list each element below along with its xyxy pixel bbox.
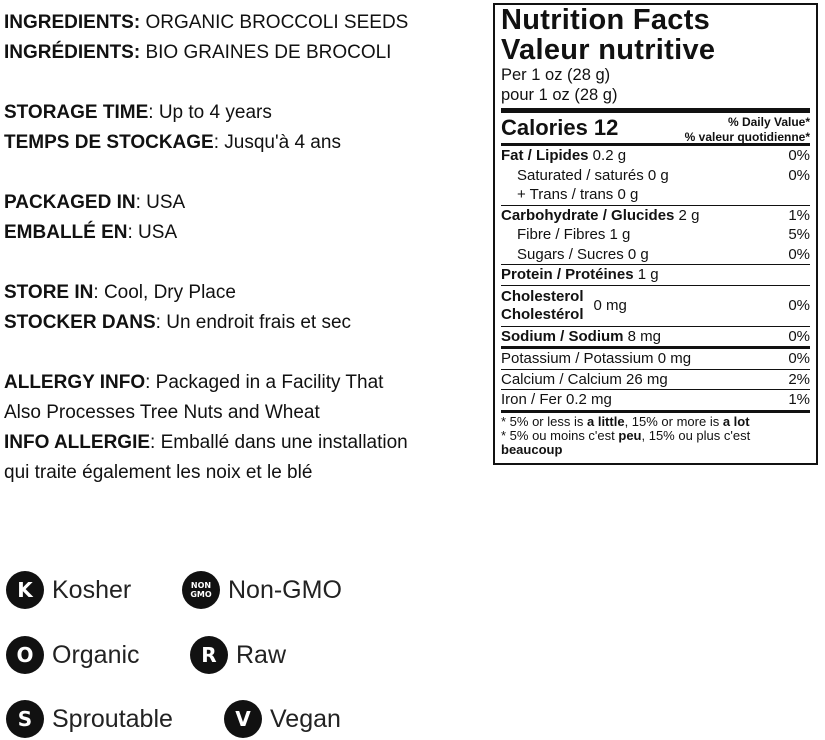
ingredients-fr-value: BIO GRAINES DE BROCOLI [140, 42, 392, 63]
packaged-label: PACKAGED IN [4, 192, 136, 213]
badge-organic [6, 636, 140, 674]
foot-en-bold-1: a little [586, 413, 625, 429]
sodium-row [501, 326, 810, 347]
calcium-row [501, 369, 810, 390]
footnote-en [501, 415, 810, 429]
non-gmo-icon: NON GMO [182, 571, 220, 609]
store-label: STORE IN [4, 282, 94, 303]
serving-size-fr: pour 1 oz (28 g) [501, 86, 618, 104]
iron-pct: 1% [788, 391, 810, 408]
packaged-fr-label: EMBALLÉ EN [4, 222, 128, 243]
storage-value: : Up to 4 years [148, 102, 272, 123]
calcium-pct: 2% [788, 370, 810, 388]
badge-label-sproutable: Sproutable [52, 704, 173, 733]
product-info [4, 8, 474, 518]
potassium-name: Potassium / Potassium 0 mg [501, 350, 692, 367]
carb-name: Carbohydrate / Glucides [501, 206, 675, 224]
cholesterol-amount: 0 mg [593, 297, 627, 314]
badge-label-vegan: Vegan [270, 704, 341, 733]
sugar-row [501, 245, 810, 265]
carb-row [501, 205, 810, 226]
sproutable-icon: S [6, 700, 44, 738]
nutrition-facts-panel [493, 3, 818, 465]
storage-fr-label: TEMPS DE STOCKAGE [4, 132, 214, 153]
potassium-pct: 0% [788, 350, 810, 367]
ingredients-block [4, 8, 474, 68]
sugar-name: Sugars / Sucres 0 g [517, 245, 649, 263]
badge-label-non-gmo: Non-GMO [228, 575, 342, 604]
fibre-pct: 5% [788, 226, 810, 243]
store-block [4, 278, 474, 338]
carb-pct: 1% [788, 206, 810, 224]
foot-en-bold-2: a lot [722, 413, 750, 429]
foot-fr-text-1: * 5% ou moins c'est [501, 427, 619, 443]
cholesterol-row [501, 285, 810, 326]
fat-pct: 0% [788, 147, 810, 164]
packaged-block [4, 188, 474, 248]
fat-name: Fat / Lipides [501, 147, 589, 164]
fat-amount: 0.2 g [588, 147, 627, 164]
daily-value-header [685, 115, 810, 145]
ingredients-fr-label: INGRÉDIENTS: [4, 42, 141, 63]
saturated-name: Saturated / saturés 0 g [517, 166, 669, 184]
badge-label-kosher: Kosher [52, 575, 132, 604]
protein-name: Protein / Protéines [501, 266, 634, 283]
allergy-value-2: Also Processes Tree Nuts and Wheat [4, 402, 320, 423]
sodium-name: Sodium / Sodium [501, 327, 624, 345]
fat-row [501, 146, 810, 166]
badge-sproutable [6, 700, 173, 738]
cholesterol-pct: 0% [788, 297, 810, 314]
nutrition-title-en: Nutrition Facts [501, 4, 711, 36]
cholesterol-fr: Cholestérol [501, 305, 584, 323]
packaged-fr-value: : USA [127, 222, 178, 243]
protein-amount: 1 g [633, 266, 659, 283]
store-value: : Cool, Dry Place [93, 282, 236, 303]
iron-name: Iron / Fer 0.2 mg [501, 391, 612, 408]
badge-label-raw: Raw [236, 640, 287, 669]
allergy-block [4, 368, 474, 488]
saturated-pct: 0% [788, 166, 810, 184]
sugar-pct: 0% [788, 245, 810, 263]
kosher-icon: K [6, 571, 44, 609]
vegan-icon: V [224, 700, 262, 738]
badge-label-organic: Organic [52, 640, 140, 669]
footnote [501, 410, 810, 457]
calories: Calories 12 [501, 115, 619, 140]
organic-icon: O [6, 636, 44, 674]
allergy-fr-value-2: qui traite également les noix et le blé [4, 462, 313, 483]
foot-fr-text-2: , 15% ou plus c'est [641, 427, 751, 443]
nutrition-title-fr: Valeur nutritive [501, 34, 716, 66]
storage-label: STORAGE TIME [4, 102, 149, 123]
badge-non-gmo [182, 571, 342, 609]
badge-vegan [224, 700, 341, 738]
cholesterol-en: Cholesterol [501, 287, 584, 305]
serving-size-en: Per 1 oz (28 g) [501, 66, 611, 84]
foot-en-text-1: * 5% or less is [501, 413, 587, 429]
storage-block [4, 98, 474, 158]
foot-fr-bold-2: beaucoup [501, 441, 563, 457]
saturated-row [501, 166, 810, 186]
trans-name: + Trans / trans 0 g [517, 186, 639, 203]
carb-amount: 2 g [674, 206, 700, 224]
allergy-fr-value-1: : Emballé dans une installation [150, 432, 408, 453]
raw-icon: R [190, 636, 228, 674]
sodium-pct: 0% [788, 327, 810, 345]
allergy-label: ALLERGY INFO [4, 372, 146, 393]
packaged-value: : USA [135, 192, 186, 213]
calcium-name: Calcium / Calcium 26 mg [501, 370, 668, 388]
store-fr-value: : Un endroit frais et sec [155, 312, 352, 333]
calories-row [501, 113, 810, 143]
ingredients-value: ORGANIC BROCCOLI SEEDS [140, 12, 409, 33]
badge-raw [190, 636, 286, 674]
dv-en: % Daily Value* [727, 115, 810, 129]
iron-row [501, 389, 810, 410]
foot-en-text-2: , 15% or more is [624, 413, 723, 429]
fibre-row [501, 225, 810, 245]
trans-row [501, 185, 810, 205]
allergy-value-1: : Packaged in a Facility That [145, 372, 384, 393]
ingredients-label: INGREDIENTS: [4, 12, 141, 33]
badge-kosher [6, 571, 131, 609]
allergy-fr-label: INFO ALLERGIE [4, 432, 151, 453]
store-fr-label: STOCKER DANS [4, 312, 156, 333]
footnote-fr [501, 429, 810, 457]
fibre-name: Fibre / Fibres 1 g [517, 226, 631, 243]
storage-fr-value: : Jusqu'à 4 ans [213, 132, 341, 153]
foot-fr-bold-1: peu [618, 427, 642, 443]
sodium-amount: 8 mg [623, 327, 662, 345]
dv-fr: % valeur quotidienne* [684, 130, 810, 144]
protein-row [501, 264, 810, 285]
potassium-row [501, 346, 810, 369]
